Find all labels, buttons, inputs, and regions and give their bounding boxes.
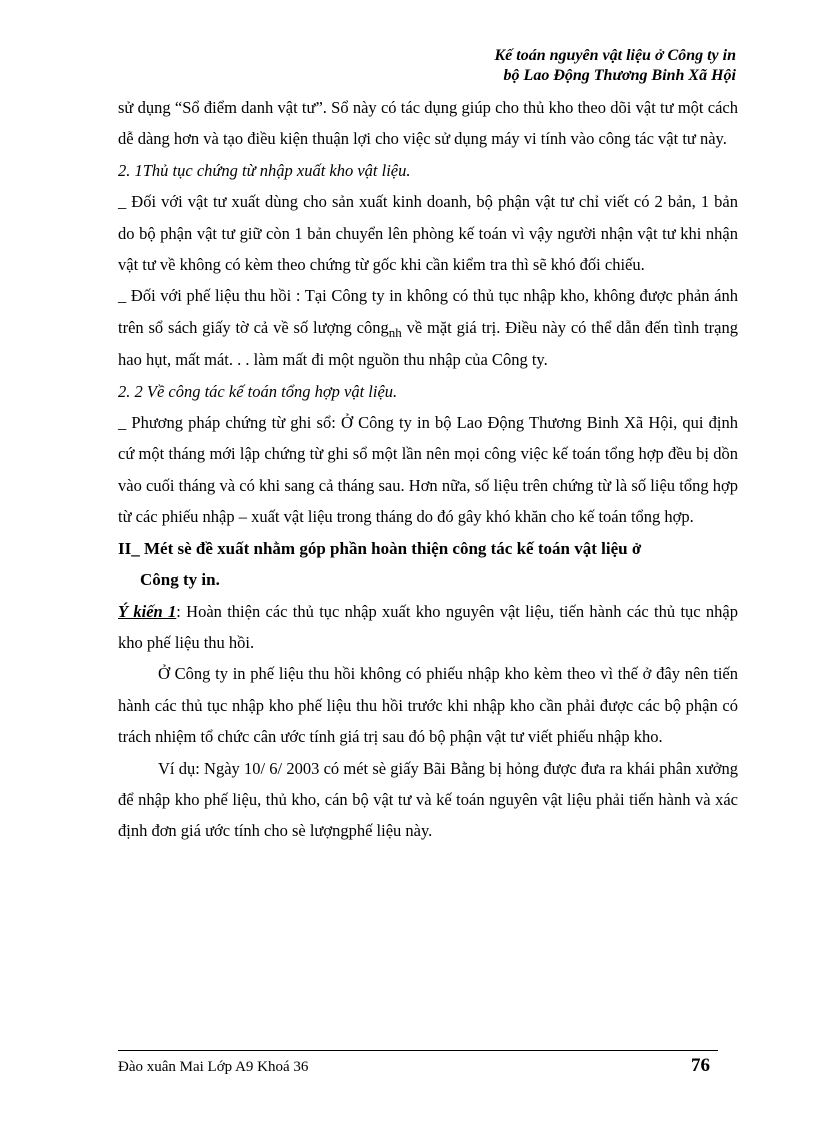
- paragraph-2: _ Đối với vật tư xuất dùng cho sản xuất kinh doanh, bộ phận vật tư chỉ viết có 2 bản, 1 bản do bộ phận vật tư giữ còn 1 bản chuyển lên phòng kế toán vì vậy người nhận vật tư khi nhận vật tư về không có kèm theo chứng từ gốc khi cần kiểm tra thì sẽ khó đối chiếu.: [118, 192, 738, 275]
- section-heading-2-1: 2. 1Thủ tục chứng từ nhập xuất kho vật liệu.: [118, 160, 411, 180]
- page-number: 76: [691, 1055, 710, 1076]
- paragraph-4: _ Phương pháp chứng từ ghi sổ: Ở Công ty in bộ Lao Động Thương Binh Xã Hội, qui định cứ một tháng mới lập chứng từ ghi sổ một lần nên mọi công việc kế toán tổng hợp đều bị dồn vào cuối tháng và có khi sang cả tháng sau. Hơn nữa, số liệu trên chứng từ là số liệu tổng hợp từ các phiếu nhập – xuất vật liệu trong tháng do đó gây khó khăn cho kế toán tổng hợp.: [118, 413, 738, 527]
- paragraph-3-part-b: về mặt giá trị. Điều này có thể dẫn đến tình trạng hao hụt, mất mát. . . làm mất đi một nguồn thu nhập của Công ty.: [118, 317, 739, 370]
- opinion-1: [118, 596, 738, 659]
- page-body: [118, 92, 738, 847]
- section-heading-ii-line-1: II_ Mét sè đề xuất nhằm góp phần hoàn thiện công tác kế toán vật liệu ở: [118, 538, 642, 558]
- section-heading-ii: [118, 533, 738, 596]
- running-header: [495, 46, 737, 86]
- paragraph-3-part-a: _ Đối với phế liệu thu hồi : Tại Công ty in không có thủ tục nhập kho, không được phản ánh trên sổ sách giấy tờ cả về số lượng công: [118, 286, 738, 337]
- section-heading-2-2: 2. 2 Về công tác kế toán tổng hợp vật liệu.: [118, 381, 398, 401]
- header-line-2: bộ Lao Động Thương Binh Xã Hội: [503, 67, 736, 84]
- opinion-1-text: : Hoàn thiện các thủ tục nhập xuất kho nguyên vật liệu, tiến hành các thủ tục nhập kho phế liệu thu hồi.: [118, 601, 738, 652]
- paragraph-6: Ví dụ: Ngày 10/ 6/ 2003 có mét sè giấy Bãi Bằng bị hỏng được đưa ra khái phân xưởng để nhập kho phế liệu, thủ kho, cán bộ vật tư và kế toán nguyên vật liệu phải tiến hành và xác định đơn giá ước tính cho sè lượngphế liệu này.: [118, 758, 738, 841]
- section-heading-ii-line-2: Công ty in.: [140, 570, 220, 590]
- paragraph-3: [118, 280, 738, 375]
- page-footer: [118, 1050, 718, 1076]
- footer-author: Đào xuân Mai Lớp A9 Khoá 36: [118, 1059, 309, 1075]
- opinion-1-label: Ý kiến 1: [118, 601, 177, 621]
- paragraph-3-subscript: nh: [388, 324, 402, 340]
- paragraph-1: sử dụng “Sổ điểm danh vật tư”. Sổ này có tác dụng giúp cho thủ kho theo dõi vật tư một cách dễ dàng hơn và tạo điều kiện thuận lợi cho việc sử dụng máy vi tính vào công tác vật tư này.: [118, 98, 738, 149]
- paragraph-5: Ở Công ty in phế liệu thu hồi không có phiếu nhập kho kèm theo vì thế ở đây nên tiến hành các thủ tục nhập kho phế liệu thu hồi trước khi nhập kho cần phải được các bộ phận có trách nhiệm tổ chức cân ước tính giá trị sau đó bộ phận vật tư viết phiếu nhập kho.: [118, 664, 738, 747]
- header-line-1: Kế toán nguyên vật liệu ở Công ty in: [494, 47, 736, 64]
